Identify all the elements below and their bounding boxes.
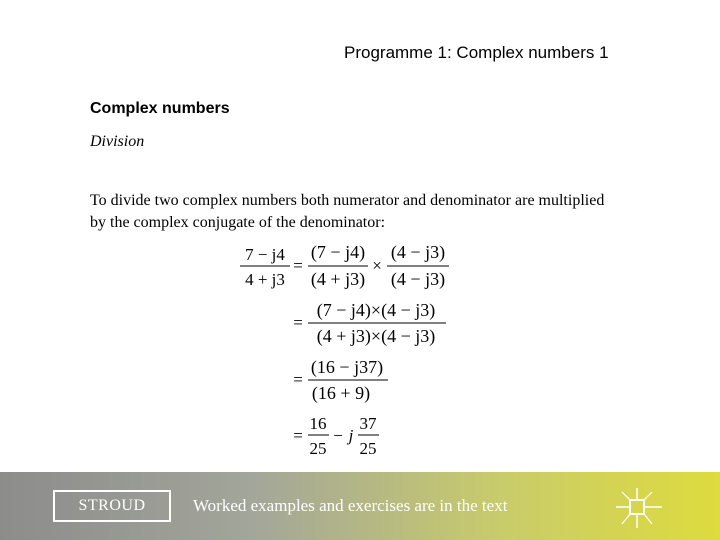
section-heading: Complex numbers	[90, 100, 230, 117]
equals-sign: =	[293, 426, 303, 445]
numerator-2: (4 − j3)	[390, 242, 446, 262]
minus-sign: −	[333, 426, 343, 445]
numerator-product: (7 − j4)×(4 − j3)	[316, 300, 436, 320]
programme-title: Programme 1: Complex numbers 1	[344, 43, 609, 62]
numerator-1: (7 − j4)	[310, 242, 366, 262]
lhs-numerator: 7 − j4	[245, 245, 285, 264]
imaginary-unit: j	[348, 426, 354, 445]
intro-text: To divide two complex numbers both numerator and denominator are multiplied by the complex conjugate of the denominator:	[90, 192, 605, 231]
imaginary-numerator: 37	[359, 414, 377, 433]
denominator-expanded: (16 + 9)	[311, 383, 371, 403]
denominator-2: (4 − j3)	[390, 269, 446, 289]
times-sign: ×	[372, 256, 382, 275]
real-numerator: 16	[309, 414, 327, 433]
equals-sign: =	[293, 313, 303, 332]
lhs-denominator: 4 + j3	[245, 270, 285, 289]
equals-sign: =	[293, 370, 303, 389]
real-denominator: 25	[309, 439, 327, 458]
numerator-expanded: (16 − j37)	[310, 357, 384, 377]
denominator-product: (4 + j3)×(4 − j3)	[316, 326, 436, 346]
stroud-logo: STROUD	[53, 490, 171, 522]
equals-sign: =	[293, 256, 303, 275]
footer-note: Worked examples and exercises are in the text	[193, 496, 508, 515]
denominator-1: (4 + j3)	[310, 269, 366, 289]
imaginary-denominator: 25	[359, 439, 377, 458]
section-subheading: Division	[90, 133, 145, 150]
compass-icon[interactable]	[614, 486, 664, 530]
